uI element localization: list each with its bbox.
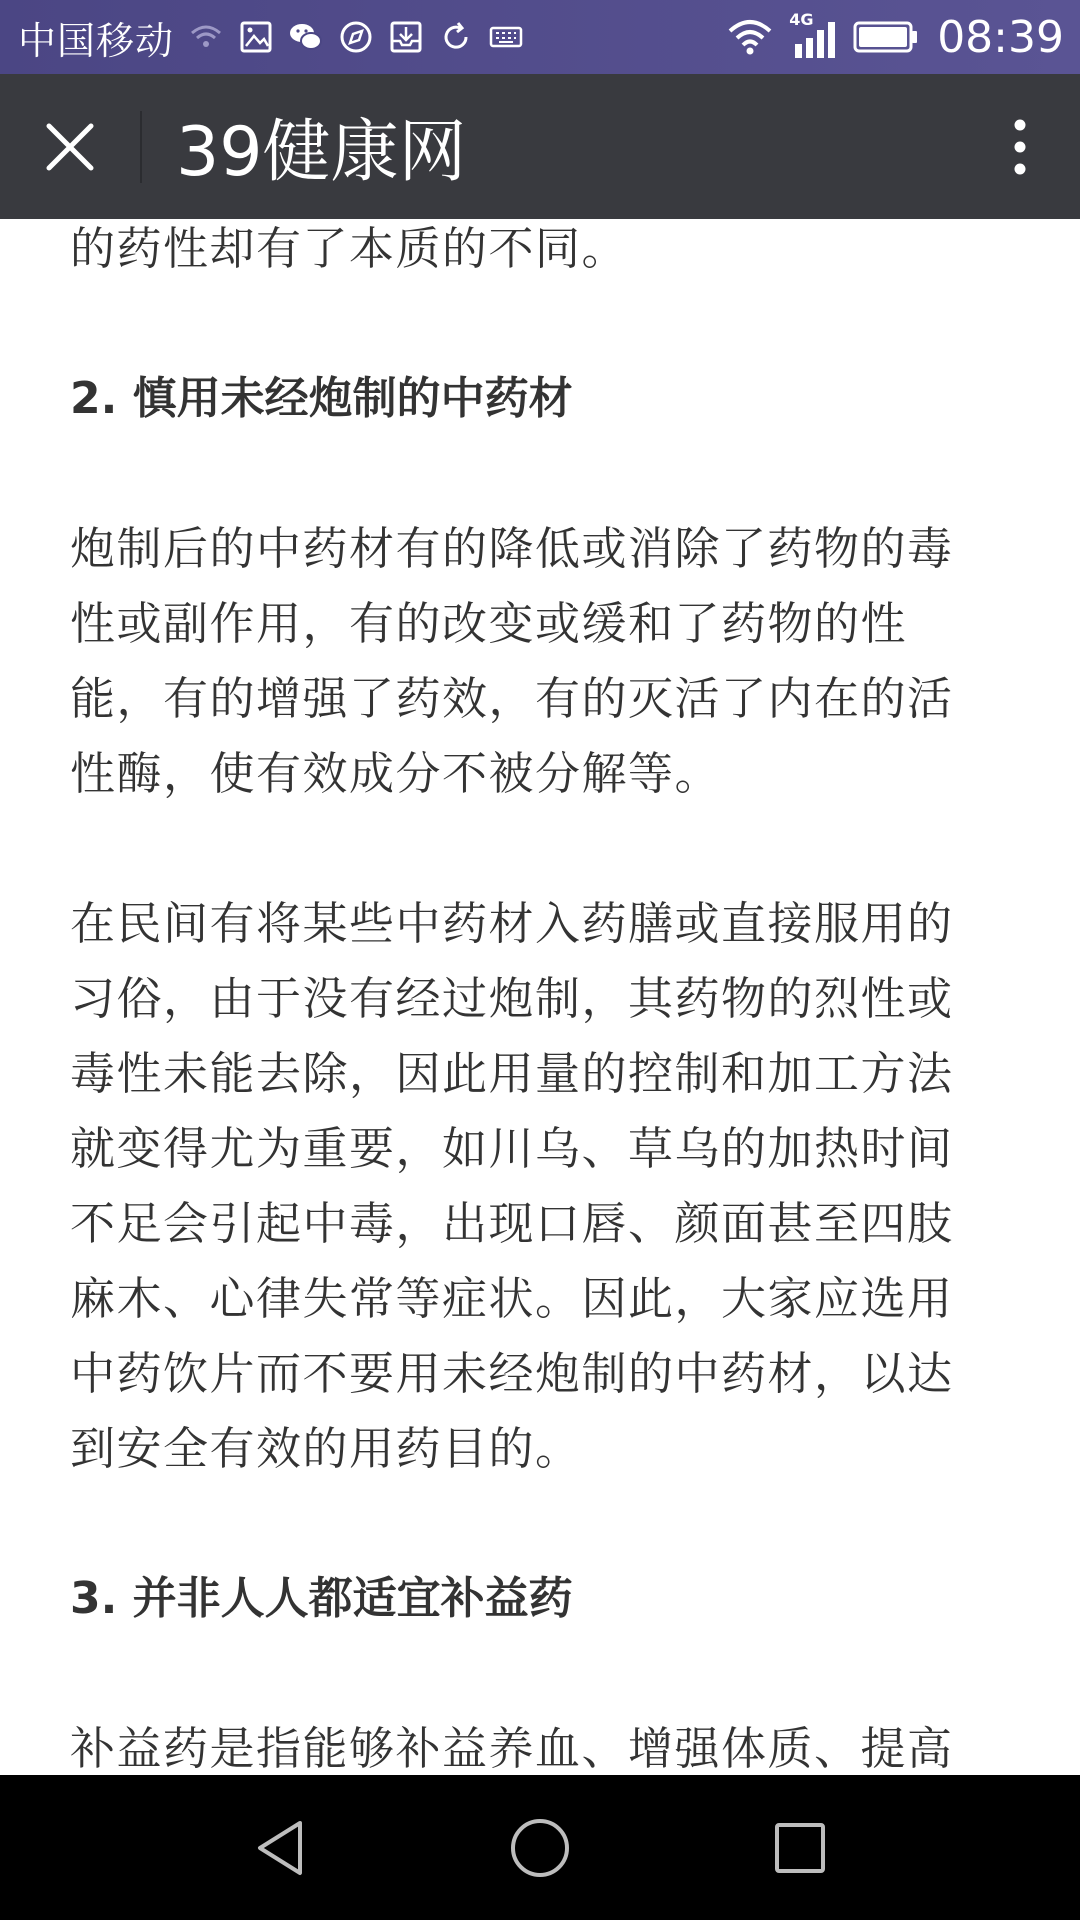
text-line: 能，有的增强了药效，有的灭活了内在的活 [70, 672, 954, 725]
text-line: 性或副作用，有的改变或缓和了药物的性 [70, 597, 908, 650]
page-title: 39健康网 [176, 113, 467, 192]
back-triangle-icon [252, 1818, 308, 1878]
more-vertical-icon [1013, 117, 1027, 177]
refresh-icon [438, 19, 474, 55]
paragraph-2a [70, 511, 1015, 811]
article-body[interactable] [70, 219, 1015, 1775]
text-line: 习俗，由于没有经过炮制，其药物的烈性或 [70, 972, 954, 1025]
signal-icon [793, 20, 839, 60]
text-line: 炮制后的中药材有的降低或消除了药物的毒 [70, 522, 954, 575]
status-bar [0, 0, 1080, 74]
header-divider [140, 111, 142, 183]
more-options-button[interactable] [960, 74, 1080, 219]
text-line: 在民间有将某些中药材入药膳或直接服用的 [70, 897, 954, 950]
image-icon [238, 19, 274, 55]
clock: 08:39 [937, 11, 1064, 63]
cellular-indicator [787, 10, 839, 60]
text-line: 中药饮片而不要用未经炮制的中药材，以达 [70, 1347, 954, 1400]
notification-icons [188, 19, 524, 55]
close-icon [43, 120, 97, 174]
text-line: 就变得尤为重要，如川乌、草乌的加热时间 [70, 1122, 954, 1175]
battery-icon [853, 20, 919, 54]
system-status [727, 12, 1064, 63]
section-heading-3: 3. 并非人人都适宜补益药 [70, 1573, 573, 1624]
close-button[interactable] [0, 74, 140, 219]
app-header [0, 74, 1080, 219]
paragraph-fragment: 的药性却有了本质的不同。 [70, 222, 629, 275]
keyboard-icon [488, 19, 524, 55]
paragraph-3-partial: 补益药是指能够补益养血、增强体质、提高 [70, 1722, 954, 1775]
section-heading-2: 2. 慎用未经炮制的中药材 [70, 373, 573, 424]
wechat-icon [288, 19, 324, 55]
back-button[interactable] [245, 1813, 315, 1883]
network-type-label: 4G [789, 10, 814, 29]
compass-icon [338, 19, 374, 55]
text-line: 性酶，使有效成分不被分解等。 [70, 747, 722, 800]
text-line: 到安全有效的用药目的。 [70, 1422, 582, 1475]
home-circle-icon [509, 1817, 571, 1879]
carrier-name: 中国移动 [18, 18, 175, 63]
text-line: 不足会引起中毒，出现口唇、颜面甚至四肢 [70, 1197, 954, 1250]
text-line: 毒性未能去除，因此用量的控制和加工方法 [70, 1047, 954, 1100]
recents-square-icon [774, 1822, 826, 1874]
navigation-bar [0, 1775, 1080, 1920]
wifi-icon [727, 17, 773, 57]
wifi-dim-icon [188, 19, 224, 55]
paragraph-2b [70, 886, 1015, 1486]
inbox-icon [388, 19, 424, 55]
text-line: 麻木、心律失常等症状。因此，大家应选用 [70, 1272, 954, 1325]
home-button[interactable] [505, 1813, 575, 1883]
recents-button[interactable] [765, 1813, 835, 1883]
